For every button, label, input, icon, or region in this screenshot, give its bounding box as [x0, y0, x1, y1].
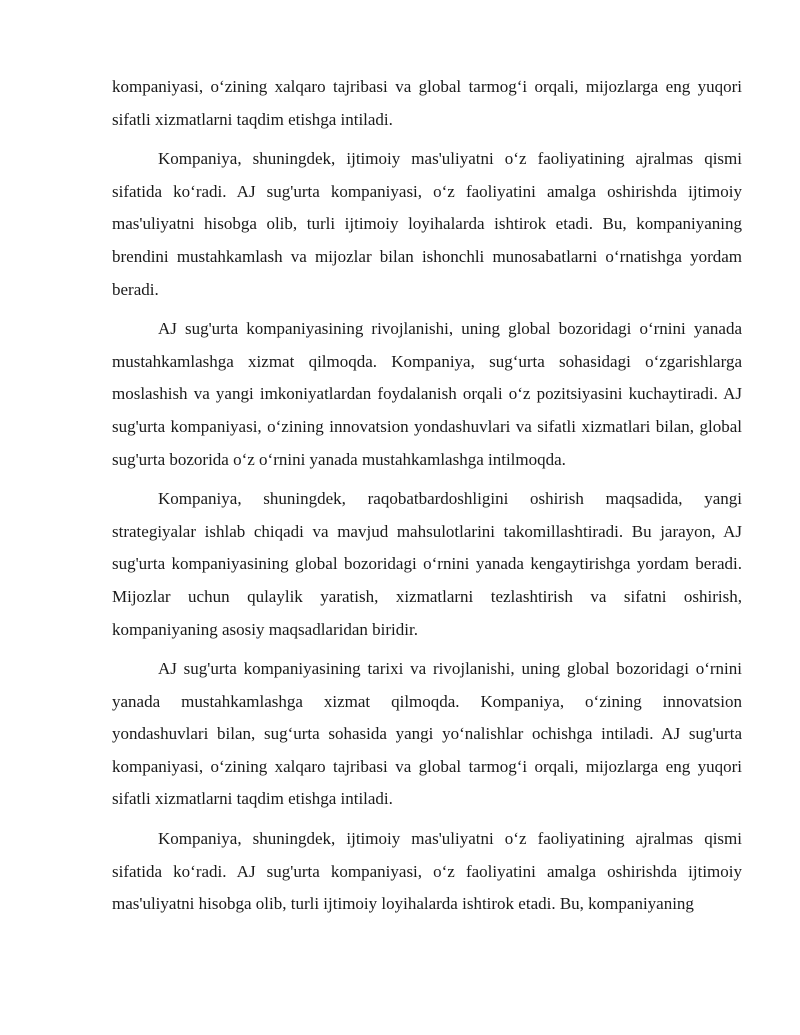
paragraph-1: kompaniyasi, o‘zining xalqaro tajribasi va global tarmog‘i orqali, mijozlarga eng yuqori sifatli xizmatlarni taqdim etishga intiladi. [112, 77, 742, 129]
document-body [112, 71, 742, 928]
paragraph-2: Kompaniya, shuningdek, ijtimoiy mas'uliyatni o‘z faoliyatining ajralmas qismi sifatida ko‘radi. AJ sug'urta kompaniyasi, o‘z faoliyatini amalga oshirishda ijtimoiy mas'uliyatni hisobga olib, turli ijtimoiy loyihalarda ishtirok etadi. Bu, kompaniyaning brendini mustahkamlash va mijozlar bilan ishonchli munosabatlarni o‘rnatishga yordam beradi. [112, 149, 742, 299]
paragraph-3: AJ sug'urta kompaniyasining rivojlanishi, uning global bozoridagi o‘rnini yanada mustahkamlashga xizmat qilmoqda. Kompaniya, sug‘urta sohasidagi o‘zgarishlarga moslashish va yangi imkoniyatlardan foydalanish orqali o‘z pozitsiyasini kuchaytiradi. AJ sug'urta kompaniyasi, o‘zining innovatsion yondashuvlari va sifatli xizmatlari bilan, global sug'urta bozorida o‘z o‘rnini yanada mustahkamlashga intilmoqda. [112, 319, 742, 469]
paragraph-5: AJ sug'urta kompaniyasining tarixi va rivojlanishi, uning global bozoridagi o‘rnini yanada mustahkamlashga xizmat qilmoqda. Kompaniya, o‘zining innovatsion yondashuvlari bilan, sug‘urta sohasida yangi yo‘nalishlar ochishga intiladi. AJ sug'urta kompaniyasi, o‘zining xalqaro tajribasi va global tarmog‘i orqali, mijozlarga eng yuqori sifatli xizmatlarni taqdim etishga intiladi. [112, 659, 742, 809]
paragraph-6: Kompaniya, shuningdek, ijtimoiy mas'uliyatni o‘z faoliyatining ajralmas qismi sifatida ko‘radi. AJ sug'urta kompaniyasi, o‘z faoliyatini amalga oshirishda ijtimoiy mas'uliyatni hisobga olib, turli ijtimoiy loyihalarda ishtirok etadi. Bu, kompaniyaning [112, 829, 742, 914]
paragraph-4: Kompaniya, shuningdek, raqobatbardoshligini oshirish maqsadida, yangi strategiyalar ishlab chiqadi va mavjud mahsulotlarini takomillashtiradi. Bu jarayon, AJ sug'urta kompaniyasining global bozoridagi o‘rnini yanada kengaytirishga yordam beradi. Mijozlar uchun qulaylik yaratish, xizmatlarni tezlashtirish va sifatni oshirish, kompaniyaning asosiy maqsadlaridan biridir. [112, 489, 742, 639]
